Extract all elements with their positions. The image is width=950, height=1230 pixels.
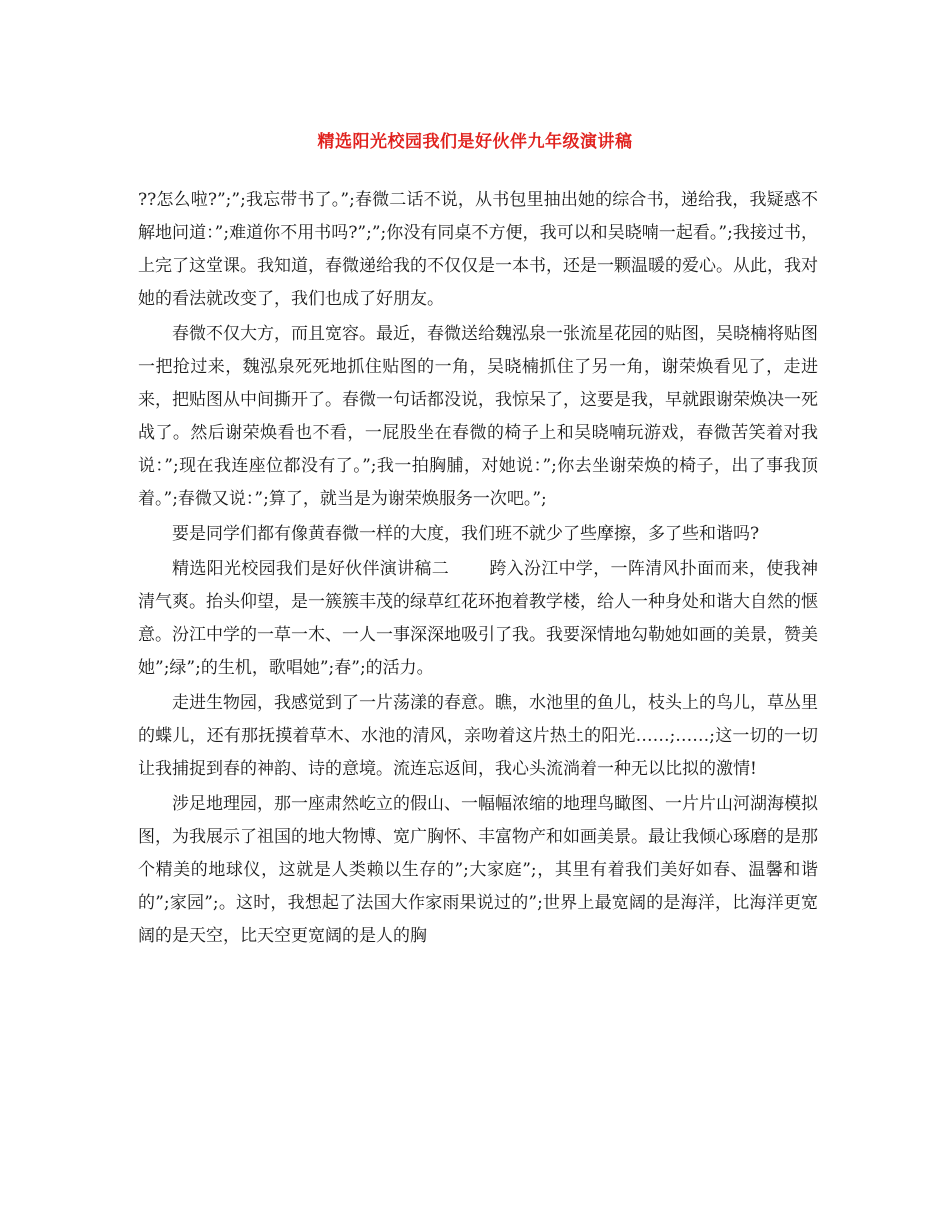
paragraph-4 xyxy=(138,553,818,685)
paragraph-2: 春微不仅大方，而且宽容。最近，春微送给魏泓泉一张流星花园的贴图，吴晓楠将贴图一把抢过来，魏泓泉死死地抓住贴图的一角，吴晓楠抓住了另一角，谢荣焕看见了，走进来，把贴图从中间撕开了。春微一句话都没说，我惊呆了，这要是我，早就跟谢荣焕决一死战了。然后谢荣焕看也不看，一屁股坐在春微的椅子上和吴晓喃玩游戏，春微苦笑着对我说：”;现在我连座位都没有了。”;我一拍胸脯，对她说：”;你去坐谢荣焕的椅子，出了事我顶着。”;春微又说：”;算了，就当是为谢荣焕服务一次吧。”; xyxy=(138,324,818,509)
paragraph-3: 要是同学们都有像黄春微一样的大度，我们班不就少了些摩擦，多了些和谐吗? xyxy=(172,524,760,544)
speech-two-heading: 精选阳光校园我们是好伙伴演讲稿二 xyxy=(172,559,450,579)
paragraph-5: 走进生物园，我感觉到了一片荡漾的春意。瞧，水池里的鱼儿，枝头上的鸟儿，草丛里的蝶儿，还有那抚摸着草木、水池的清风，亲吻着这片热土的阳光……;……;这一切的一切让我捕捉到春的神韵、诗的意境。流连忘返间，我心头流淌着一种无以比拟的激情! xyxy=(138,693,818,779)
paragraph-1: ??怎么啦?”;”;我忘带书了。”;春微二话不说，从书包里抽出她的综合书，递给我，我疑惑不解地问道：”;难道你不用书吗?”;”;你没有同桌不方便，我可以和吴晓喃一起看。”;我接过书，上完了这堂课。我知道，春微递给我的不仅仅是一本书，还是一颗温暖的爱心。从此，我对她的看法就改变了，我们也成了好朋友。 xyxy=(138,190,818,309)
paragraph-4-text: 跨入汾江中学，一阵清风扑面而来，使我神清气爽。抬头仰望，是一簇簇丰茂的绿草红花环抱着教学楼，给人一种身处和谐大自然的惬意。汾江中学的一草一木、一人一事深深地吸引了我。我要深情地勾勒她如画的美景，赞美她”;绿”;的生机，歌唱她”;春”;的活力。 xyxy=(138,559,819,678)
paragraph-6: 涉足地理园，那一座肃然屹立的假山、一幅幅浓缩的地理鸟瞰图、一片片山河湖海模拟图，为我展示了祖国的地大物博、宽广胸怀、丰富物产和如画美景。最让我倾心琢磨的是那个精美的地球仪，这就是人类赖以生存的”;大家庭”;，其里有着我们美好如春、温馨和谐的”;家园”;。这时，我想起了法国大作家雨果说过的”;世界上最宽阔的是海洋，比海洋更宽阔的是天空，比天空更宽阔的是人的胸 xyxy=(138,794,818,946)
document-body xyxy=(138,184,818,955)
document-title: 精选阳光校园我们是好伙伴九年级演讲稿 xyxy=(317,132,633,152)
